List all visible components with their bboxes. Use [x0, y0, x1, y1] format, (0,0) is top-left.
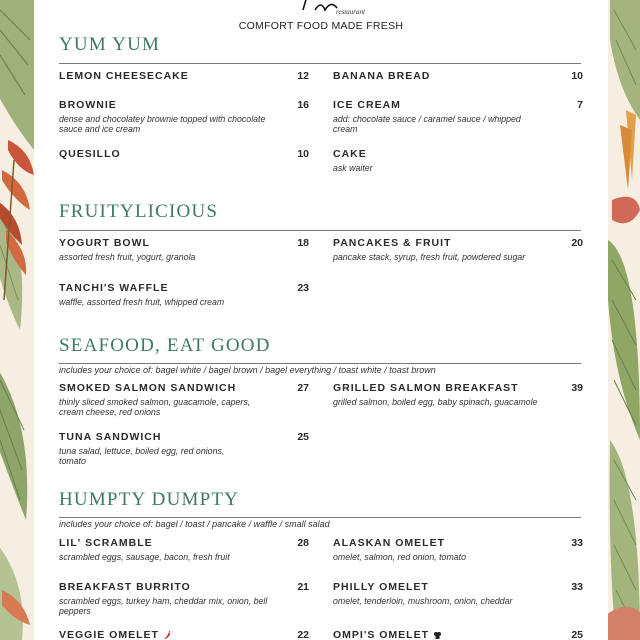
item-name: GRILLED SALMON BREAKFAST	[333, 382, 519, 394]
item-name: TANCHI'S WAFFLE	[59, 282, 169, 294]
section-title-humpty-dumpty: HUMPTY DUMPTY	[59, 489, 240, 510]
item-description: grilled salmon, boiled egg, baby spinach, guacamole	[333, 397, 538, 407]
item-name: BANANA BREAD	[333, 70, 431, 82]
item-description: waffle, assorted fresh fruit, whipped cream	[59, 297, 225, 307]
item-name-text: VEGGIE OMELET	[59, 629, 159, 640]
item-name: LEMON CHEESECAKE	[59, 70, 189, 82]
item-price: 23	[297, 282, 309, 294]
chili-pepper-icon	[163, 631, 171, 640]
item-description: pancake stack, syrup, fresh fruit, powdered sugar	[333, 252, 526, 262]
item-description: scrambled eggs, sausage, bacon, fresh fruit	[59, 552, 230, 562]
item-description: scrambled eggs, turkey ham, cheddar mix, onion, bell peppers	[59, 596, 268, 616]
section-divider	[59, 63, 581, 64]
item-name: PANCAKES & FRUIT	[333, 237, 452, 249]
item-price: 39	[571, 382, 583, 394]
item-description: dense and chocolatey brownie topped with chocolate sauce and ice cream	[59, 114, 266, 134]
item-price: 10	[297, 148, 309, 160]
item-name: YOGURT BOWL	[59, 237, 150, 249]
section-divider	[59, 230, 581, 231]
item-name: ALASKAN OMELET	[333, 537, 445, 549]
item-price: 25	[571, 629, 583, 640]
item-name: BROWNIE	[59, 99, 117, 111]
tagline: COMFORT FOOD MADE FRESH	[238, 20, 404, 32]
chef-hat-icon	[433, 631, 442, 640]
item-name: LIL' SCRAMBLE	[59, 537, 153, 549]
brand-subtitle: restaurant	[336, 8, 365, 16]
item-price: 10	[571, 70, 583, 82]
item-price: 22	[297, 629, 309, 640]
botanical-border-right	[606, 0, 640, 640]
item-price: 7	[577, 99, 583, 111]
section-divider	[59, 517, 581, 518]
item-description: omelet, salmon, red onion, tomato	[333, 552, 467, 562]
palm-leaf-illustration	[0, 0, 34, 640]
item-price: 25	[297, 431, 309, 443]
item-name: TUNA SANDWICH	[59, 431, 162, 443]
item-price: 21	[297, 581, 309, 593]
item-description: assorted fresh fruit, yogurt, granola	[59, 252, 196, 262]
section-note: includes your choice of: bagel / toast / pancake / waffle / small salad	[59, 519, 330, 529]
item-price: 33	[571, 581, 583, 593]
item-name: QUESILLO	[59, 148, 121, 160]
item-name: CAKE	[333, 148, 367, 160]
item-price: 12	[297, 70, 309, 82]
item-name: ICE CREAM	[333, 99, 401, 111]
item-description: ask waiter	[333, 163, 373, 173]
item-name-text: OMPI'S OMELET	[333, 629, 430, 640]
section-title-yum-yum: YUM YUM	[59, 34, 161, 55]
section-divider	[59, 363, 581, 364]
item-name: BREAKFAST BURRITO	[59, 581, 191, 593]
banana-leaf-illustration	[606, 0, 640, 640]
item-price: 27	[297, 382, 309, 394]
section-title-seafood: SEAFOOD, EAT GOOD	[59, 335, 271, 356]
item-price: 16	[297, 99, 309, 111]
item-description: thinly sliced smoked salmon, guacamole, capers, cream cheese, red onions	[59, 397, 251, 417]
section-note: includes your choice of: bagel white / bagel brown / bagel everything / toast white / toast brown	[59, 365, 436, 375]
item-price: 20	[571, 237, 583, 249]
item-name	[333, 629, 442, 640]
botanical-border-left	[0, 0, 34, 640]
item-name: PHILLY OMELET	[333, 581, 429, 593]
item-description: tuna salad, lettuce, boiled egg, red onions, tomato	[59, 446, 225, 466]
item-name	[59, 629, 171, 640]
item-description: add: chocolate sauce / caramel sauce / whipped cream	[333, 114, 521, 134]
item-price: 33	[571, 537, 583, 549]
item-price: 28	[297, 537, 309, 549]
item-price: 18	[297, 237, 309, 249]
item-name: SMOKED SALMON SANDWICH	[59, 382, 237, 394]
menu-page	[34, 0, 608, 640]
section-title-fruitylicious: FRUITYLICIOUS	[59, 201, 219, 222]
item-description: omelet, tenderloin, mushroom, onion, cheddar	[333, 596, 513, 606]
